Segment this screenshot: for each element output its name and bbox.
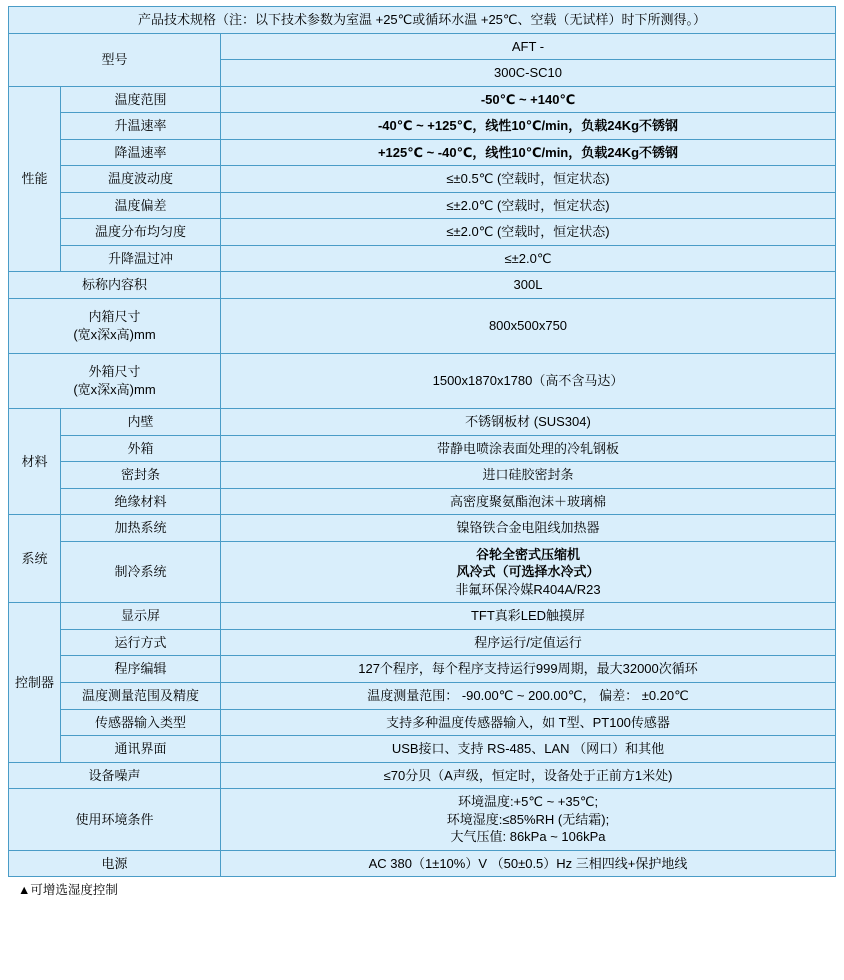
table-row-inner-size — [9, 299, 836, 354]
table-row-measure-range — [9, 683, 836, 710]
table-row-environment — [9, 789, 836, 851]
table-row-heating-rate — [9, 113, 836, 140]
table-row-temp-fluctuation — [9, 166, 836, 193]
row-label-outer-size — [9, 354, 221, 409]
table-row-cooling-rate — [9, 139, 836, 166]
row-label-seal: 密封条 — [61, 462, 221, 489]
refrigeration-line3: 非氟环保冷媒R404A/R23 — [455, 581, 601, 597]
row-label-temp-range: 温度范围 — [61, 86, 221, 113]
table-row-sensor-input — [9, 709, 836, 736]
row-label-temp-uniformity: 温度分布均匀度 — [61, 219, 221, 246]
section-system: 系统 — [9, 515, 61, 603]
table-row-inner-wall — [9, 409, 836, 436]
table-row-display — [9, 603, 836, 630]
refrigeration-line1: 谷轮全密式压缩机 — [475, 546, 580, 562]
row-value-environment — [221, 789, 836, 851]
table-row-heating-system — [9, 515, 836, 542]
row-label-inner-wall: 内壁 — [61, 409, 221, 436]
row-value-noise: ≤70分贝（A声级，恒定时，设备处于正前方1米处) — [221, 762, 836, 789]
table-row-temp-range — [9, 86, 836, 113]
model-code: 300C-SC10 — [221, 60, 836, 87]
row-label-insulation: 绝缘材料 — [61, 488, 221, 515]
row-value-program-edit: 127个程序，每个程序支持运行999周期，最大32000次循环 — [221, 656, 836, 683]
table-row-overshoot — [9, 245, 836, 272]
table-row-comm — [9, 736, 836, 763]
table-row-program-edit — [9, 656, 836, 683]
table-row-refrigeration — [9, 541, 836, 603]
table-row-temp-deviation — [9, 192, 836, 219]
spec-title: 产品技术规格（注：以下技术参数为室温 +25℃或循环水温 +25℃、空载（无试样）时下所测得。） — [9, 7, 836, 34]
model-label: 型号 — [9, 33, 221, 86]
table-row-seal — [9, 462, 836, 489]
table-row-model-series — [9, 33, 836, 60]
row-label-comm: 通讯界面 — [61, 736, 221, 763]
table-row-temp-uniformity — [9, 219, 836, 246]
row-label-outer-case: 外箱 — [61, 435, 221, 462]
row-label-sensor-input: 传感器输入类型 — [61, 709, 221, 736]
section-controller: 控制器 — [9, 603, 61, 762]
row-label-power: 电源 — [9, 850, 221, 877]
row-value-sensor-input: 支持多种温度传感器输入，如 T型、PT100传感器 — [221, 709, 836, 736]
row-value-display: TFT真彩LED触摸屏 — [221, 603, 836, 630]
inner-size-label-line2: (宽x深x高)mm — [73, 327, 156, 343]
row-label-nominal-volume: 标称内容积 — [9, 272, 221, 299]
table-row-noise — [9, 762, 836, 789]
row-label-noise: 设备噪声 — [9, 762, 221, 789]
row-value-insulation: 高密度聚氨酯泡沫＋玻璃棉 — [221, 488, 836, 515]
table-row-title — [9, 7, 836, 34]
table-row-power — [9, 850, 836, 877]
row-value-power: AC 380（1±10%）V （50±0.5）Hz 三相四线+保护地线 — [221, 850, 836, 877]
row-value-overshoot: ≤±2.0℃ — [221, 245, 836, 272]
specification-table — [8, 6, 836, 877]
table-row-outer-case — [9, 435, 836, 462]
row-value-comm: USB接口、支持 RS-485、LAN （网口）和其他 — [221, 736, 836, 763]
row-label-measure-range: 温度测量范围及精度 — [61, 683, 221, 710]
row-value-temp-uniformity: ≤±2.0℃ (空载时，恒定状态) — [221, 219, 836, 246]
environment-line1: 环境温度:+5℃ ~ +35℃; — [457, 794, 599, 810]
table-row-outer-size — [9, 354, 836, 409]
row-label-inner-size — [9, 299, 221, 354]
row-value-outer-case: 带静电喷涂表面处理的冷轧钢板 — [221, 435, 836, 462]
model-series: AFT - — [221, 33, 836, 60]
inner-size-label-line1: 内箱尺寸 — [88, 309, 141, 325]
row-value-nominal-volume: 300L — [221, 272, 836, 299]
refrigeration-line2: 风冷式（可选择水冷式） — [456, 564, 600, 580]
row-value-heating-system: 镍铬铁合金电阻线加热器 — [221, 515, 836, 542]
row-label-refrigeration: 制冷系统 — [61, 541, 221, 603]
row-value-run-mode: 程序运行/定值运行 — [221, 629, 836, 656]
row-value-heating-rate: -40℃ ~ +125℃，线性10℃/min，负载24Kg不锈钢 — [221, 113, 836, 140]
row-value-outer-size: 1500x1870x1780（高不含马达） — [221, 354, 836, 409]
row-label-environment: 使用环境条件 — [9, 789, 221, 851]
environment-line2: 环境湿度:≤85%RH (无结霜); — [446, 811, 610, 827]
environment-line3: 大气压值: 86kPa ~ 106kPa — [450, 829, 606, 845]
outer-size-label-line2: (宽x深x高)mm — [73, 382, 156, 398]
row-value-refrigeration — [221, 541, 836, 603]
row-value-cooling-rate: +125℃ ~ -40℃，线性10℃/min，负载24Kg不锈钢 — [221, 139, 836, 166]
table-row-run-mode — [9, 629, 836, 656]
outer-size-label-line1: 外箱尺寸 — [88, 364, 141, 380]
table-row-insulation — [9, 488, 836, 515]
row-value-temp-deviation: ≤±2.0℃ (空载时，恒定状态) — [221, 192, 836, 219]
section-material: 材料 — [9, 409, 61, 515]
row-value-temp-fluctuation: ≤±0.5℃ (空载时，恒定状态) — [221, 166, 836, 193]
row-label-heating-system: 加热系统 — [61, 515, 221, 542]
section-performance: 性能 — [9, 86, 61, 272]
row-label-program-edit: 程序编辑 — [61, 656, 221, 683]
footnote: ▲可增选湿度控制 — [18, 883, 118, 898]
row-value-inner-size: 800x500x750 — [221, 299, 836, 354]
row-value-temp-range: -50℃ ~ +140℃ — [221, 86, 836, 113]
row-value-inner-wall: 不锈钢板材 (SUS304) — [221, 409, 836, 436]
row-label-overshoot: 升降温过冲 — [61, 245, 221, 272]
row-label-run-mode: 运行方式 — [61, 629, 221, 656]
row-value-measure-range: 温度测量范围： -90.00℃ ~ 200.00℃， 偏差： ±0.20℃ — [221, 683, 836, 710]
row-label-heating-rate: 升温速率 — [61, 113, 221, 140]
row-value-seal: 进口硅胶密封条 — [221, 462, 836, 489]
row-label-cooling-rate: 降温速率 — [61, 139, 221, 166]
row-label-display: 显示屏 — [61, 603, 221, 630]
table-row-nominal-volume — [9, 272, 836, 299]
row-label-temp-fluctuation: 温度波动度 — [61, 166, 221, 193]
row-label-temp-deviation: 温度偏差 — [61, 192, 221, 219]
